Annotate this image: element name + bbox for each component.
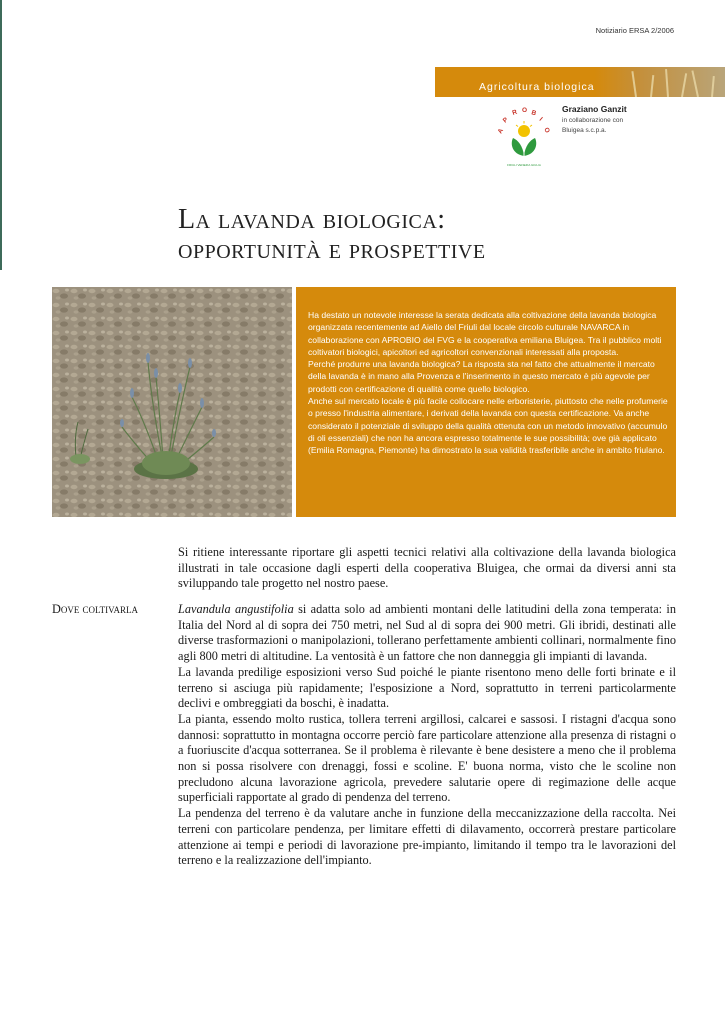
intro-paragraph: Si ritiene interessante riportare gli aspetti tecnici relativi alla coltivazione della lavanda biologica illustrati in tale occasione dagli esperti della cooperativa Bluigea, che ormai da diversi anni sta sviluppando tale progetto nel nostro paese. [178, 545, 676, 591]
author-collab: in collaborazione con [562, 117, 624, 124]
lavender-photo [52, 287, 292, 517]
section-banner [435, 67, 725, 97]
svg-text:R: R [511, 108, 519, 117]
body-paragraph-1-text: si adatta solo ad ambienti montani delle latitudini della zona temperata: in Italia del Nord al di sopra dei 750 metri, nel Sud al di sopra dei 900 metri. Gli ibridi, destinati alle diverse trasformazioni o manipolazioni, tollerano perfettamente ambienti collinari, normalmente fino agli 800 metri di altitudine. La ventosità è un fattore che non danneggia gli impianti di lavanda. [178, 602, 676, 664]
summary-paragraph-2: Perché produrre una lavanda biologica? La risposta sta nel fatto che attualmente il mercato della lavanda è in mano alla Provenza e l'inserimento in questo mercato è più agevole per prodotti con certificazione di qualità come quello biologico. [308, 359, 655, 394]
svg-text:P: P [501, 116, 510, 125]
body-paragraph-4: La pendenza del terreno è da valutare anche in funzione della meccanizzazione della raccolta. Nei terreni con particolare pendenza, per limitare effetti di dilavamento, occorrerà prestare particolare attenzione ai tempi e periodi di lavorazione pre-impianto, limitando il tempo tra le lavorazioni del terreno e la realizzazione dell'impianto. [178, 806, 676, 868]
body-paragraph-3: La pianta, essendo molto rustica, tollera terreni argillosi, calcarei e sassosi. I ristagni d'acqua sono dannosi: soprattutto in montagna occorre perciò fare particolare attenzione alla presenza di ristagni o a fuoriuscite d'acqua sotterranea. Se il problema è rilevante è bene desistere a meno che il problema non si possa risolvere con drenaggi, fossi e scoline. E' buona norma, visto che le scoline non precludono alcuna lavorazione agricola, prevedere salutarie opere di regimazione delle acque superficiali rapportate al grado di pendenza del terreno. [178, 711, 676, 805]
aprobio-logo [494, 104, 554, 168]
species-name: Lavandula angustifolia [178, 602, 294, 616]
svg-text:O: O [522, 107, 528, 114]
author-org: Bluigea s.c.p.a. [562, 127, 607, 134]
svg-text:B: B [530, 109, 538, 118]
logo-subtitle: FRIULI VENEZIA GIULIA [507, 163, 541, 167]
section-label: Agricoltura biologica [479, 81, 595, 93]
body-paragraph-2: La lavanda predilige esposizioni verso Sud poiché le piante risentono meno delle forti brinate e il terreno si asciuga più rapidamente; l'esposizione a Nord, soprattutto in terreni particolarmente declivi e ombreggiati da boschi, è inadatta. [178, 664, 676, 711]
svg-text:O: O [542, 126, 551, 135]
article-title-line-1: La lavanda biologica: [178, 204, 446, 235]
summary-paragraph-1: Ha destato un notevole interesse la serata dedicata alla coltivazione della lavanda biologica organizzata recentemente ad Aiello del Friuli dal locale circolo culturale NAVARCA in collaborazione con APROBIO del FVG e la cooperativa emiliana Bluigea. Tra il pubblico molti coltivatori biologici, apicoltori ed agricoltori convenzionali interessati alla proposta. [308, 310, 662, 357]
svg-text:A: A [496, 127, 506, 135]
body-paragraph-1 [178, 602, 676, 665]
article-title [178, 205, 486, 265]
svg-text:I: I [537, 116, 544, 123]
article-title-line-2: opportunità e prospettive [178, 234, 486, 265]
journal-header: Notiziario ERSA 2/2006 [595, 26, 674, 35]
author-block [562, 104, 627, 136]
page-edge-rule [0, 0, 2, 270]
summary-box [296, 287, 676, 517]
section-heading: Dove coltivarla [52, 602, 138, 616]
author-name: Graziano Ganzit [562, 104, 627, 114]
article-body [178, 602, 676, 869]
summary-paragraph-3: Anche sul mercato locale è più facile collocare nelle erboristerie, piuttosto che nelle profumerie o presso l'industria alimentare, i derivati della lavanda con questa certificazione. Va anche considerato il potenziale di sviluppo della qualità ottenuta con un metodo innovativo (accumulo di oli essenziali) che non ha ancora espresso totalmente le sue possibilità; ove già applicato (Emilia Romagna, Piemonte) ha dimostrato la sua validità trasferibile anche in ambito friulano. [308, 396, 668, 456]
